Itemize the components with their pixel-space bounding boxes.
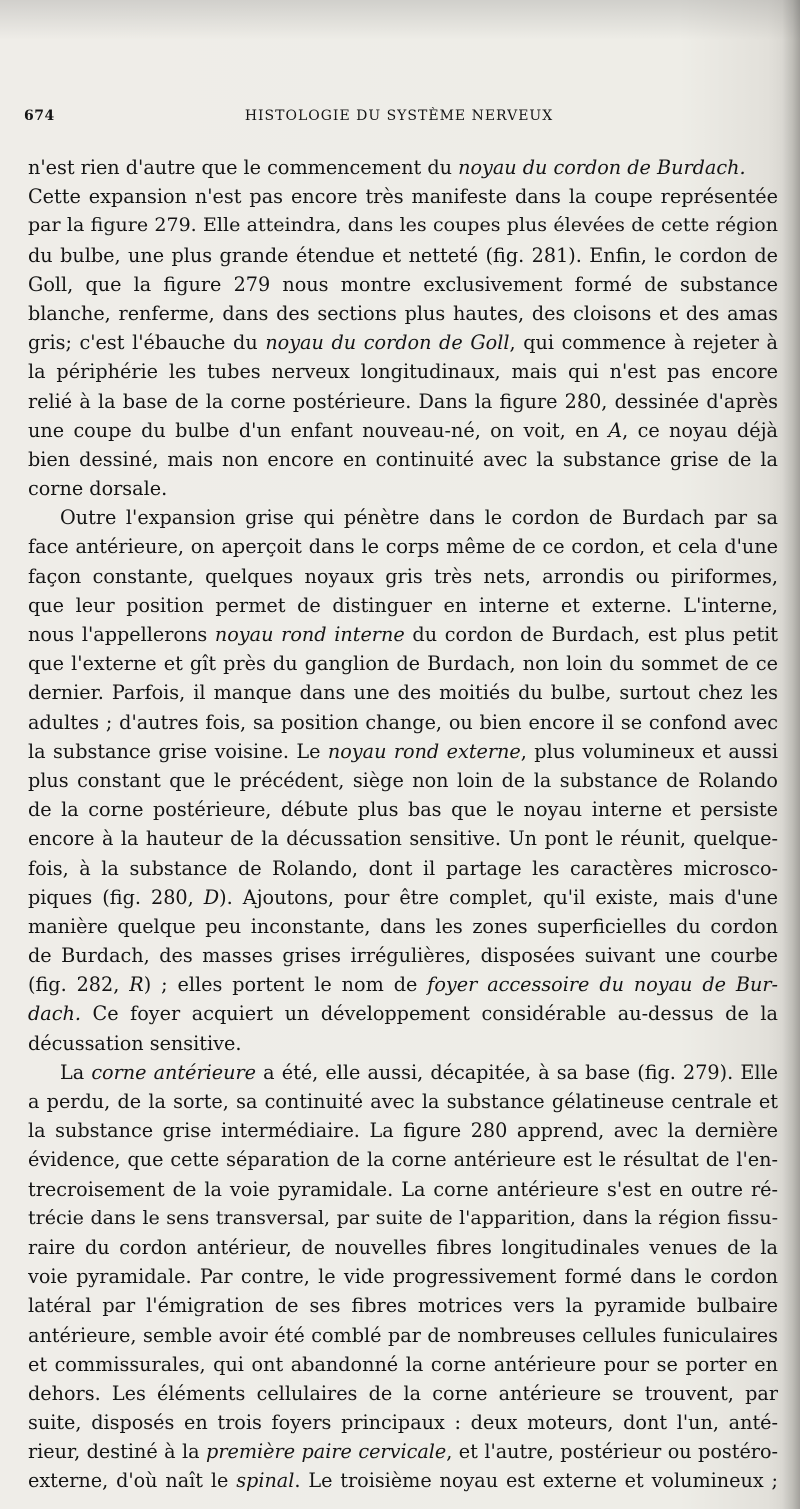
text-line: par la figure 279. Elle atteindra, dans les coupes plus élevées de cette région: [28, 214, 778, 237]
text-line: manière quelque peu inconstante, dans les zones superficielles du cordon: [28, 914, 778, 938]
running-header: [24, 108, 774, 128]
text-line: encore à la hauteur de la décussation sensitive. Un pont le réunit, quelque-: [28, 827, 778, 851]
running-title: HISTOLOGIE DU SYSTÈME NERVEUX: [244, 108, 554, 124]
text-line: n'est rien d'autre que le commencement du noyau du cordon de Burdach.: [28, 156, 746, 179]
text-line: antérieure, semble avoir été comblé par de nombreuses cellules funiculaires: [28, 1323, 778, 1347]
text-line: relié à la base de la corne postérieure. Dans la figure 280, dessinée d'après: [28, 389, 778, 413]
text-line: évidence, que cette séparation de la corne antérieure est le résultat de l'en-: [28, 1148, 778, 1172]
text-line: de la corne postérieure, débute plus bas que le noyau interne et persiste: [28, 798, 778, 822]
text-line: de Burdach, des masses grises irrégulières, disposées suivant une courbe: [28, 944, 778, 968]
text-line: blanche, renferme, dans des sections plus hautes, des cloisons et des amas: [28, 301, 778, 325]
text-line: décussation sensitive.: [28, 1031, 242, 1055]
text-line: que leur position permet de distinguer en interne et externe. L'interne,: [28, 593, 778, 617]
text-line: trecroisement de la voie pyramidale. La corne antérieure s'est en outre ré-: [28, 1177, 778, 1201]
text-line: que l'externe et gît près du ganglion de Burdach, non loin du sommet de ce: [28, 652, 778, 676]
scan-shadow-gutter: [782, 0, 800, 1509]
text-line: voie pyramidale. Par contre, le vide progressivement formé dans le cordon: [28, 1265, 778, 1289]
text-line: plus constant que le précédent, siège non loin de la substance de Rolando: [28, 768, 778, 792]
text-line: et commissurales, qui ont abandonné la corne antérieure pour se porter en: [28, 1352, 778, 1376]
text-line: raire du cordon antérieur, de nouvelles fibres longitudinales venues de la: [28, 1235, 778, 1259]
text-line: externe, d'où naît le spinal. Le troisième noyau est externe et volumineux ;: [28, 1469, 778, 1493]
text-line: bien dessiné, mais non encore en continuité avec la substance grise de la: [28, 447, 778, 471]
text-line: suite, disposés en trois foyers principaux : deux moteurs, dont l'un, anté-: [28, 1411, 778, 1435]
text-line: dernier. Parfois, il manque dans une des moitiés du bulbe, surtout chez les: [28, 681, 778, 705]
text-line: face antérieure, on aperçoit dans le corps même de ce cordon, et cela d'une: [28, 535, 778, 559]
text-line: Cette expansion n'est pas encore très manifeste dans la coupe représentée: [28, 185, 778, 209]
text-line: nous l'appellerons noyau rond interne du cordon de Burdach, est plus petit: [28, 623, 778, 646]
text-line: Goll, que la figure 279 nous montre exclusivement formé de substance: [28, 272, 778, 296]
text-line: Outre l'expansion grise qui pénètre dans le cordon de Burdach par sa: [60, 506, 778, 530]
text-line: a perdu, de la sorte, sa continuité avec la substance gélatineuse centrale et: [28, 1090, 778, 1113]
text-line: piques (fig. 280, D). Ajoutons, pour être complet, qu'il existe, mais d'une: [28, 885, 778, 909]
page-number: 674: [24, 108, 55, 124]
scan-shadow-top: [0, 0, 800, 40]
text-line: corne dorsale.: [28, 477, 168, 501]
text-line: dach. Ce foyer acquiert un développement considérable au-dessus de la: [28, 1002, 778, 1026]
text-line: adultes ; d'autres fois, sa position change, ou bien encore il se confond avec: [28, 710, 778, 734]
text-line: (fig. 282, R) ; elles portent le nom de foyer accessoire du noyau de Bur-: [28, 973, 778, 997]
text-line: la périphérie les tubes nerveux longitudinaux, mais qui n'est pas encore: [28, 360, 778, 384]
text-line: fois, à la substance de Rolando, dont il partage les caractères microsco-: [28, 856, 778, 880]
text-line: la substance grise voisine. Le noyau rond externe, plus volumineux et aussi: [28, 739, 778, 763]
text-line: façon constante, quelques noyaux gris très nets, arrondis ou piriformes,: [28, 564, 778, 588]
text-line: une coupe du bulbe d'un enfant nouveau-né, on voit, en A, ce noyau déjà: [28, 418, 778, 442]
text-line: la substance grise intermédiaire. La figure 280 apprend, avec la dernière: [28, 1119, 778, 1143]
body-text: [28, 153, 778, 1496]
text-line: gris; c'est l'ébauche du noyau du cordon de Goll, qui commence à rejeter à: [28, 331, 778, 355]
text-line: dehors. Les éléments cellulaires de la corne antérieure se trouvent, par: [28, 1381, 778, 1405]
text-line: du bulbe, une plus grande étendue et netteté (fig. 281). Enfin, le cordon de: [28, 243, 778, 267]
text-line: trécie dans le sens transversal, par suite de l'apparition, dans la région fissu-: [28, 1206, 778, 1229]
text-line: rieur, destiné à la première paire cervicale, et l'autre, postérieur ou postéro-: [28, 1440, 778, 1464]
text-line: La corne antérieure a été, elle aussi, décapitée, à sa base (fig. 279). Elle: [60, 1060, 778, 1084]
text-line: latéral par l'émigration de ses fibres motrices vers la pyramide bulbaire: [28, 1294, 778, 1318]
